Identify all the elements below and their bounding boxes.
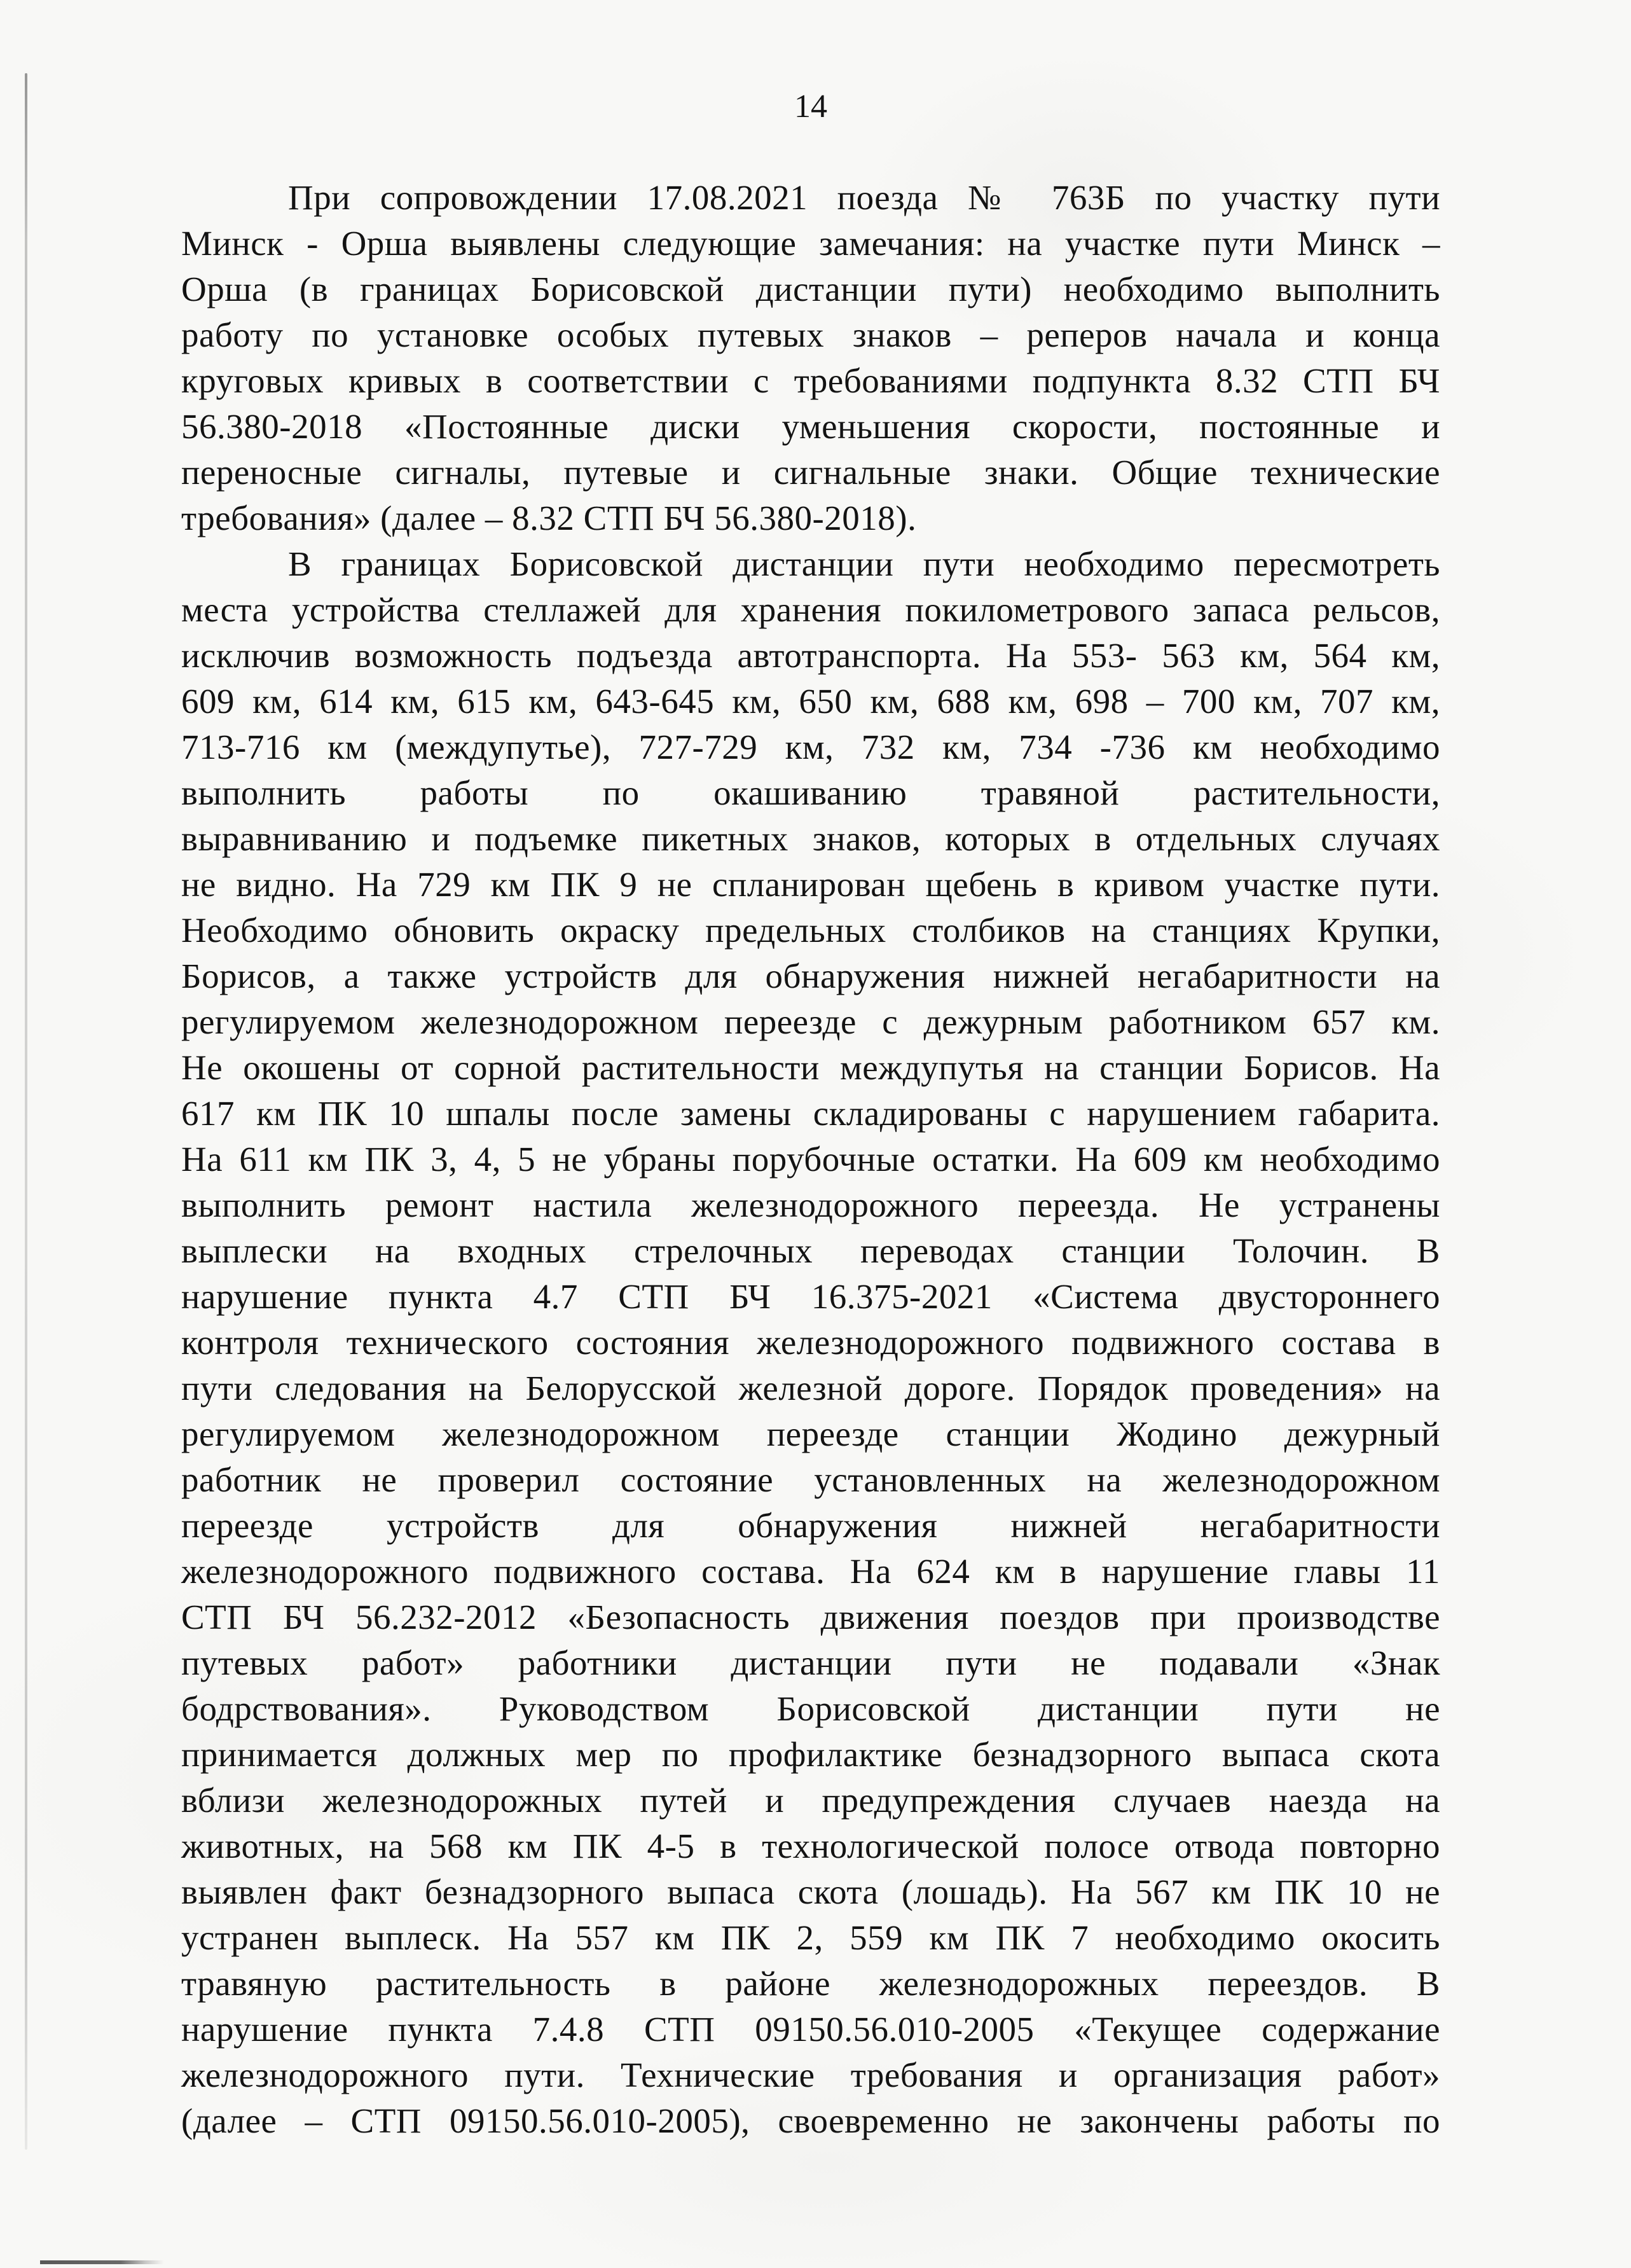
text-line: нарушение пункта 4.7 СТП БЧ 16.375-2021 «Система двустороннего — [181, 1277, 1440, 1316]
text-line: При сопровождении 17.08.2021 поезда № 763Б по участку пути — [288, 178, 1440, 217]
scan-artifact-bottom-mark — [40, 2260, 164, 2264]
text-line: 617 км ПК 10 шпалы после замены складированы с нарушением габарита. — [181, 1094, 1440, 1133]
text-line: выявлен факт безнадзорного выпаса скота (лошадь). На 567 км ПК 10 не — [181, 1872, 1440, 1911]
text-line: Орша (в границах Борисовской дистанции пути) необходимо выполнить — [181, 270, 1440, 308]
text-line: выполнить ремонт настила железнодорожного переезда. Не устранены — [181, 1186, 1440, 1224]
text-line: 56.380-2018 «Постоянные диски уменьшения скорости, постоянные и — [181, 407, 1440, 446]
text-line: переносные сигналы, путевые и сигнальные знаки. Общие технические — [181, 453, 1440, 492]
text-line: железнодорожного пути. Технические требования и организация работ» — [181, 2056, 1440, 2094]
text-line: животных, на 568 км ПК 4-5 в технологической полосе отвода повторно — [181, 1827, 1440, 1865]
text-line: Необходимо обновить окраску предельных столбиков на станциях Крупки, — [181, 911, 1440, 950]
text-line: Борисов, а также устройств для обнаружения нижней негабаритности на — [181, 957, 1440, 995]
text-line: железнодорожного подвижного состава. На 624 км в нарушение главы 11 — [181, 1552, 1440, 1591]
text-line: путевых работ» работники дистанции пути не подавали «Знак — [181, 1643, 1440, 1682]
text-line: травяную растительность в районе железнодорожных переездов. В — [181, 1964, 1440, 2003]
text-line: переезде устройств для обнаружения нижней негабаритности — [181, 1506, 1440, 1545]
text-line: В границах Борисовской дистанции пути необходимо пересмотреть — [288, 544, 1440, 583]
text-line: круговых кривых в соответствии с требованиями подпункта 8.32 СТП БЧ — [181, 361, 1440, 400]
text-line: исключив возможность подъезда автотранспорта. На 553- 563 км, 564 км, — [181, 636, 1440, 675]
text-line: (далее – СТП 09150.56.010-2005), своевременно не закончены работы по — [181, 2101, 1440, 2140]
page-number: 14 — [794, 88, 827, 125]
text-line: работник не проверил состояние установленных на железнодорожном — [181, 1460, 1440, 1499]
text-line: контроля технического состояния железнодорожного подвижного состава в — [181, 1323, 1440, 1362]
text-line: работу по установке особых путевых знаков – реперов начала и конца — [181, 315, 1440, 354]
text-line: требования» (далее – 8.32 СТП БЧ 56.380-2018). — [181, 499, 917, 537]
document-body — [181, 175, 1440, 2144]
text-line: Не окошены от сорной растительности междупутья на станции Борисов. На — [181, 1048, 1440, 1087]
text-line: нарушение пункта 7.4.8 СТП 09150.56.010-2005 «Текущее содержание — [181, 2010, 1440, 2049]
text-line: места устройства стеллажей для хранения покилометрового запаса рельсов, — [181, 590, 1440, 629]
text-line: принимается должных мер по профилактике безнадзорного выпаса скота — [181, 1735, 1440, 1774]
text-line: бодрствования». Руководством Борисовской дистанции пути не — [181, 1689, 1440, 1728]
text-line: пути следования на Белорусской железной дороге. Порядок проведения» на — [181, 1369, 1440, 1407]
text-line: 609 км, 614 км, 615 км, 643-645 км, 650 км, 688 км, 698 – 700 км, 707 км, — [181, 682, 1440, 721]
text-line: выравниванию и подъемке пикетных знаков, которых в отдельных случаях — [181, 819, 1440, 858]
text-line: Минск - Орша выявлены следующие замечания: на участке пути Минск – — [181, 224, 1440, 263]
text-line: устранен выплеск. На 557 км ПК 2, 559 км ПК 7 необходимо окосить — [181, 1918, 1440, 1957]
text-line: регулируемом железнодорожном переезде станции Жодино дежурный — [181, 1414, 1440, 1453]
text-line: регулируемом железнодорожном переезде с дежурным работником 657 км. — [181, 1002, 1440, 1041]
text-line: На 611 км ПК 3, 4, 5 не убраны порубочные остатки. На 609 км необходимо — [181, 1140, 1440, 1179]
text-line: вблизи железнодорожных путей и предупреждения случаев наезда на — [181, 1781, 1440, 1820]
text-line: выплески на входных стрелочных переводах станции Толочин. В — [181, 1231, 1440, 1270]
text-line: 713-716 км (междупутье), 727-729 км, 732 км, 734 -736 км необходимо — [181, 728, 1440, 766]
scan-artifact-vertical-line — [25, 73, 27, 2150]
text-line: выполнить работы по окашиванию травяной растительности, — [181, 773, 1440, 812]
text-line: не видно. На 729 км ПК 9 не спланирован щебень в кривом участке пути. — [181, 865, 1440, 904]
text-line: СТП БЧ 56.232-2012 «Безопасность движения поездов при производстве — [181, 1598, 1440, 1636]
